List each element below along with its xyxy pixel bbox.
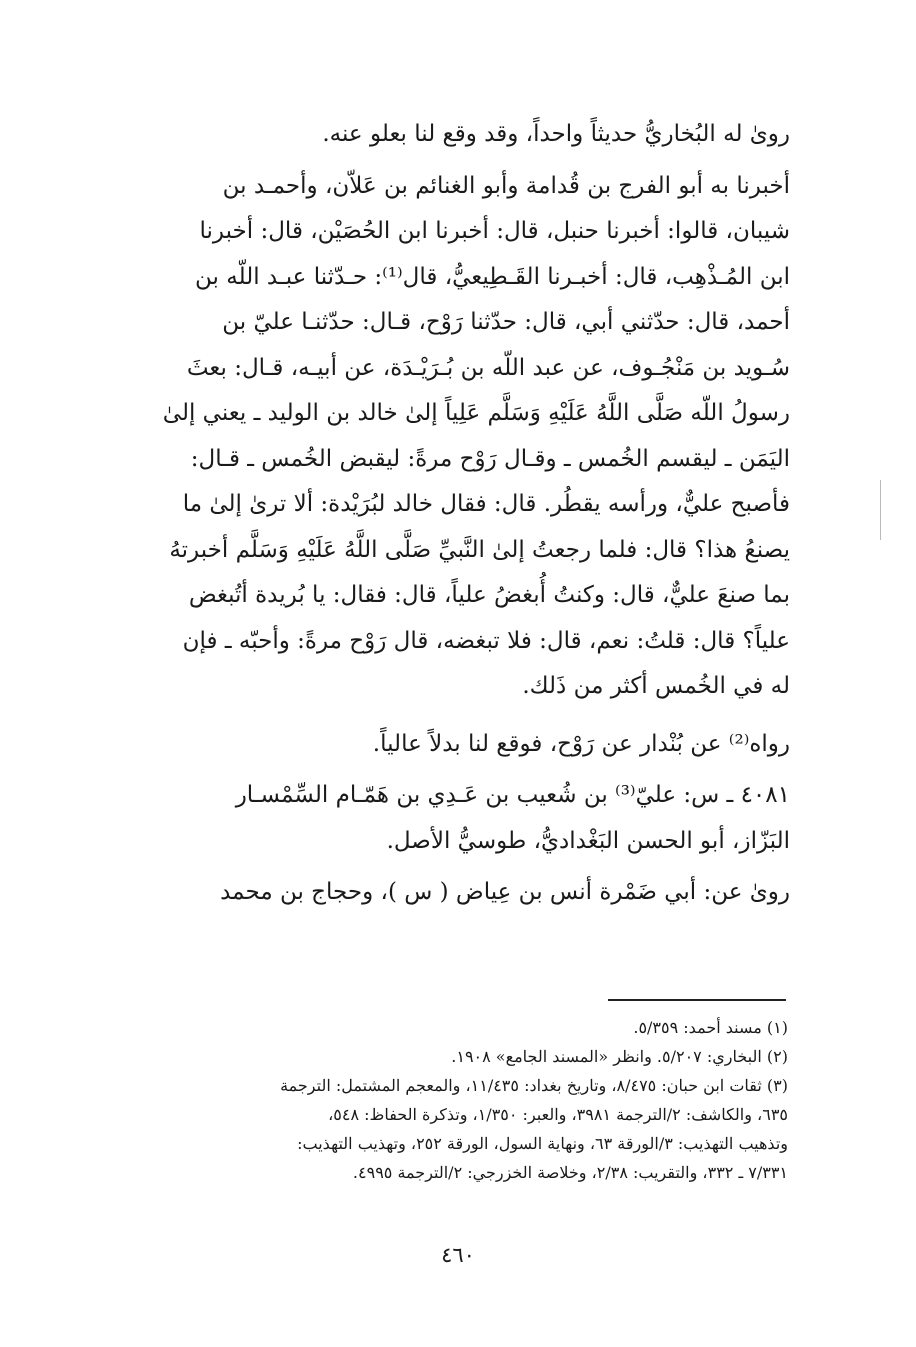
text-line: علياً؟ قال: قلتُ: نعم، قال: فلا تبغضه، قال رَوْح مرةً: وأحبّه ـ فإن	[182, 627, 790, 654]
text-line: ابن المُـذْهِب، قال: أخبـرنا القَـطِيعيُّ، قال⁽¹⁾: حـدّثنا عبـد اللّه بن	[195, 263, 790, 290]
text-line: بما صنعَ عليٌّ، قال: وكنتُ أُبغضُ علياً، قال: فقال: يا بُريدة أتُبغض	[188, 582, 790, 608]
entry-heading: ٤٠٨١ ـ س: عليّ⁽³⁾ بن شُعيب بن عَـدِي بن هَمّـام السِّمْسـار	[235, 782, 790, 808]
text-line: فأصبح عليٌّ، ورأسه يقطُر. قال: فقال خالد لبُرَيْدة: ألا ترىٰ إلىٰ ما	[182, 491, 790, 517]
scan-mark	[880, 480, 881, 540]
text-line: روىٰ عن: أبي ضَمْرة أنس بن عِياض ( س )، وحجاج بن محمد	[220, 879, 790, 905]
text-line: روىٰ له البُخاريُّ حديثاً واحداً، وقد وقع لنا بعلو عنه.	[322, 121, 790, 147]
footnote-line: ٧/٣٣١ ـ ٣٣٢، والتقريب: ٢/٣٨، وخلاصة الخزرجي: ٢/الترجمة ٤٩٩٥.	[352, 1163, 788, 1182]
text-line: رواه⁽²⁾ عن بُنْدار عن رَوْح، فوقع لنا بدلاً عالياً.	[372, 730, 790, 757]
text-line: له في الخُمس أكثر من ذَلك.	[522, 673, 790, 699]
footnotes	[88, 1013, 788, 1187]
main-text	[90, 112, 790, 916]
text-line: البَزّاز، أبو الحسن البَغْداديُّ، طوسيُّ الأصل.	[386, 827, 790, 854]
text-line: اليَمَن ـ ليقسم الخُمس ـ وقـال رَوْح مرةً: ليقبض الخُمس ـ قـال:	[190, 445, 790, 472]
footnote-line: (١) مسند أحمد: ٥/٣٥٩.	[633, 1018, 788, 1037]
footnote-line: (٣) ثقات ابن حبان: ٨/٤٧٥، وتاريخ بغداد: ١١/٤٣٥، والمعجم المشتمل: الترجمة	[280, 1076, 788, 1095]
text-line: أحمد، قال: حدّثني أبي، قال: حدّثنا رَوْح، قـال: حدّثنـا عليّ بن	[222, 309, 790, 335]
text-line: شيبان، قالوا: أخبرنا حنبل، قال: أخبرنا ابن الحُصَيْن، قال: أخبرنا	[199, 218, 790, 244]
footnote-line: وتذهيب التهذيب: ٣/الورقة ٦٣، ونهاية السول، الورقة ٢٥٢، وتهذيب التهذيب:	[297, 1134, 788, 1153]
text-line: يصنعُ هذا؟ قال: فلما رجعتُ إلىٰ النَّبيِّ صَلَّى اللَّهُ عَلَيْهِ وَسَلَّم أخبرتهُ	[169, 536, 790, 563]
text-line: رسولُ اللّه صَلَّى اللَّهُ عَلَيْهِ وَسَلَّم عَلِياً إلىٰ خالد بن الوليد ـ يعني إلىٰ	[162, 400, 790, 426]
text-line: أخبرنا به أبو الفرج بن قُدامة وأبو الغنائم بن عَلاّن، وأحمـد بن	[222, 172, 790, 199]
footnote-line: ٦٣٥، والكاشف: ٢/الترجمة ٣٩٨١، والعبر: ١/٣٥٠، وتذكرة الحفاظ: ٥٤٨،	[328, 1105, 788, 1124]
page-number: ٤٦٠	[441, 1243, 475, 1267]
text-line: سُـويد بن مَنْجُـوف، عن عبد اللّه بن بُـرَيْـدَة، عن أبيـه، قـال: بعثَ	[186, 354, 790, 381]
footnote-line: (٢) البخاري: ٥/٢٠٧. وانظر «المسند الجامع» ١٩٠٨.	[451, 1047, 788, 1066]
footnote-separator	[608, 999, 786, 1001]
